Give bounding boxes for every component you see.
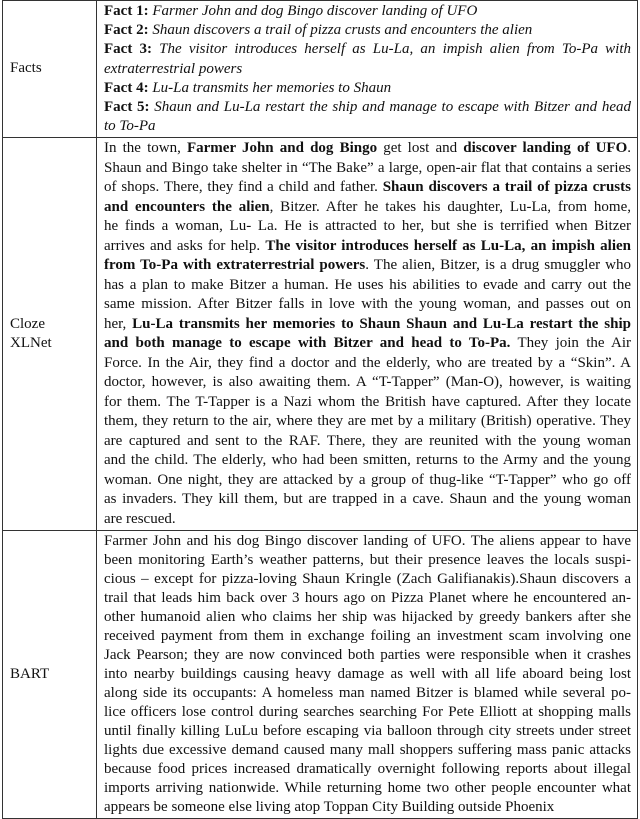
bold-text: and both manage to escape with Bitzer and head to To-Pa. <box>104 335 511 352</box>
italic-text: Lu-La transmits her memories to Shaun <box>148 79 392 96</box>
comparison-table <box>2 0 638 819</box>
text-segment: arrives and asks for help. <box>104 237 266 254</box>
row-label: BART <box>10 666 50 683</box>
bold-text: Fact 4: <box>104 79 149 96</box>
text-line <box>104 510 631 530</box>
text-line <box>104 373 631 393</box>
bold-text: Shaun discovers a trail of pizza crusts <box>382 179 631 196</box>
text-line <box>104 79 631 98</box>
italic-text: Farmer John and dog Bingo discover landing of UFO <box>148 3 478 19</box>
text-segment: Jack Pearson; they are now convinced both parties were responsible when it crashes <box>104 647 631 664</box>
text-segment: lice officers lose control during searches searching For Pete Elliott at shopping malls <box>104 704 631 721</box>
text-line <box>104 684 631 703</box>
text-line <box>104 256 631 276</box>
text-line <box>104 627 631 646</box>
italic-text: Shaun and Lu-La restart the ship and manage to escape with Bitzer and head <box>149 99 631 116</box>
text-segment: until finally killing LuLu before escaping via balloon through city streets under street <box>104 723 631 740</box>
text-segment: In the town, <box>104 140 187 157</box>
text-line <box>104 551 631 570</box>
text-segment: . The alien, Bitzer, is a drug smuggler who <box>365 257 631 274</box>
text-segment: cious – except for pizza-loving Shaun Kringle (Zach Galifianakis).Shaun discovers a <box>104 571 631 588</box>
text-segment: received payment from them in exchange foiling an investment scam involving one <box>104 628 631 645</box>
text-segment: into nearby buildings causing heavy damage as well with all life aboard being lost <box>104 666 631 683</box>
text-line <box>104 334 631 354</box>
bold-text: Fact 1: <box>104 3 149 19</box>
text-line <box>104 237 631 257</box>
text-line <box>104 646 631 665</box>
text-line <box>104 40 631 59</box>
row-label: Cloze <box>10 315 45 332</box>
bold-text: and encounters the alien <box>104 198 270 215</box>
text-line <box>104 741 631 760</box>
row-label-cell <box>3 138 97 531</box>
text-line <box>104 490 631 510</box>
text-line <box>104 570 631 589</box>
bold-text: from To-Pa with extraterrestrial powers <box>104 257 366 274</box>
bold-text: Lu-La transmits her memories to Shaun Shaun and Lu-La restart the ship <box>132 315 631 332</box>
text-line <box>104 276 631 296</box>
text-segment: imports arriving nationwide. While returning home two other people encounter what <box>104 780 631 797</box>
paragraph <box>104 2 631 21</box>
text-segment: are captured and sent to the RAF. There, they are reunited with the young woman <box>104 432 631 449</box>
italic-text: The visitor introduces herself as Lu-La, an impish alien from To-Pa with <box>151 41 631 58</box>
text-line <box>104 98 631 117</box>
text-line <box>104 703 631 722</box>
paragraph <box>104 40 631 78</box>
italic-text: Shaun discovers a trail of pizza crusts and encounters the alien <box>148 22 533 39</box>
text-segment: other humanoid alien who claims her ship was hijacked by greedy bankers after she <box>104 609 631 626</box>
text-segment: of shops. There, they find a child and father. <box>104 179 383 196</box>
paragraph <box>104 79 631 98</box>
text-segment: appears be someone else living atop Toppan City Building outside Phoenix <box>104 799 555 816</box>
text-line <box>104 432 631 452</box>
text-segment: , Bitzer. After he takes his daughter, Lu-La, from home, <box>269 198 631 215</box>
text-segment: same mission. After Bitzer falls in love with the young woman, and passes out on <box>104 296 631 313</box>
bold-text: Farmer John and dog Bingo <box>186 140 378 157</box>
text-line <box>104 139 631 159</box>
text-line <box>104 471 631 491</box>
italic-text: extraterrestrial powers <box>104 60 243 77</box>
text-segment: lights due excessive demand caused many mall shoppers suffering mass panic attacks <box>104 742 631 759</box>
text-segment: them, they return to the air, where they are met by a military (British) operative. They <box>104 413 631 430</box>
text-segment: because food prices increased dramatically overnight following reports about illegal <box>104 761 631 778</box>
table-row-cloze-xlnet <box>3 138 638 531</box>
bold-text: The visitor introduces herself as Lu-La, an impish alien <box>265 237 631 254</box>
text-line <box>104 198 631 218</box>
text-segment: trail that leads him back over 3 hours ago on Pizza Planet where he encountered an- <box>104 590 631 607</box>
text-segment: They join the Air <box>510 335 631 352</box>
row-label: Facts <box>10 60 42 77</box>
text-segment: as invaders. They kill them, but are trapped in a cave. Shaun and the young woman <box>104 491 631 508</box>
text-line <box>104 2 631 21</box>
paragraph <box>104 98 631 136</box>
text-line <box>104 589 631 608</box>
paragraph <box>104 532 631 817</box>
table-row-facts <box>3 1 638 138</box>
bold-text: Fact 3: <box>104 41 152 58</box>
text-segment: been monitoring Earth’s weather patterns, but their presence leaves the locals suspi- <box>104 552 631 569</box>
text-line <box>104 722 631 741</box>
text-segment: Force. In the Air, they find a doctor and the elderly, who are treated by a “Skin”. A <box>104 354 631 371</box>
text-line <box>104 159 631 179</box>
bold-text: Fact 2: <box>104 22 149 39</box>
facts-cell <box>97 1 638 138</box>
text-segment: and the child. The elderly, who had been smitten, returns to the Army and the young <box>104 452 631 469</box>
text-segment: her, <box>104 315 133 332</box>
text-segment: for them. The T-Tapper is a Nazi whom the British have captured. After they locate <box>104 393 631 410</box>
text-line <box>104 217 631 237</box>
text-segment: get lost and <box>377 140 464 157</box>
text-segment: . <box>627 140 631 157</box>
text-segment: doctor, however, is also awaiting them. A “T-Tapper” (Man-O), however, is waiting <box>104 374 631 391</box>
paragraph <box>104 21 631 40</box>
text-line <box>104 178 631 198</box>
text-segment: along side its occupants: A homeless man named Bitzer is blamed while several po- <box>104 685 631 702</box>
table-row-bart <box>3 531 638 819</box>
text-line <box>104 532 631 551</box>
text-line <box>104 354 631 374</box>
text-segment: woman. One night, they are attacked by a group of thug-like “T-Tapper” who go off <box>104 471 631 488</box>
text-segment: he finds a woman, Lu- La. He is attracted to her, but she is terrified when Bitzer <box>104 218 631 235</box>
text-line <box>104 760 631 779</box>
italic-text: to To-Pa <box>104 118 156 135</box>
row-label: XLNet <box>10 335 52 352</box>
text-segment: has a plan to make Bitzer a human. He uses his abilities to evade and carry out the <box>104 276 631 293</box>
text-line <box>104 608 631 627</box>
text-line <box>104 412 631 432</box>
text-segment: Shaun and Bingo take shelter in “The Bake” a large, open-air flat that contains a series <box>104 159 631 176</box>
text-line <box>104 779 631 798</box>
text-line <box>104 798 631 817</box>
text-line <box>104 665 631 684</box>
text-segment: Farmer John and his dog Bingo discover landing of UFO. The aliens appear to have <box>104 533 631 550</box>
text-line <box>104 117 631 136</box>
text-line <box>104 451 631 471</box>
cloze-xlnet-story-cell <box>97 138 638 531</box>
text-line <box>104 393 631 413</box>
paragraph <box>104 139 631 529</box>
text-segment: are rescued. <box>104 510 176 527</box>
row-label-cell <box>3 531 97 819</box>
bold-text: discover landing of UFO <box>463 140 628 157</box>
bart-story-cell <box>97 531 638 819</box>
text-line <box>104 21 631 40</box>
text-line <box>104 315 631 335</box>
text-line <box>104 295 631 315</box>
bold-text: Fact 5: <box>104 99 150 116</box>
row-label-cell <box>3 1 97 138</box>
text-line <box>104 60 631 79</box>
